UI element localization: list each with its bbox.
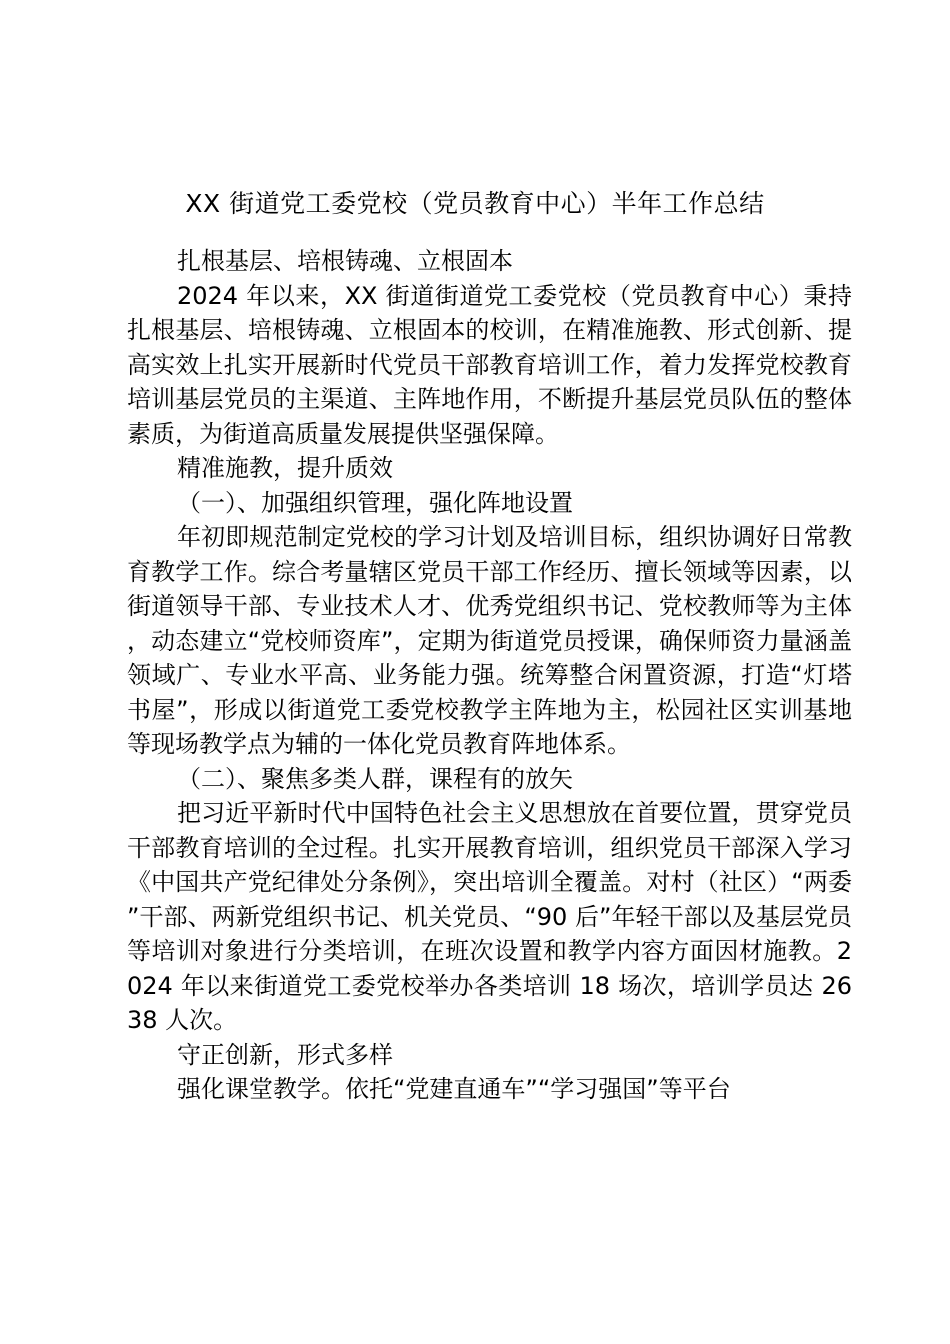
paragraph-intro: 2024 年以来，XX 街道街道党工委党校（党员教育中心）秉持扎根基层、培根铸魂、立根固本的校训，在精准施教、形式创新、提高实效上扎实开展新时代党员干部教育培训工作，着力发挥党校教育培训基层党员的主渠道、主阵地作用，不断提升基层党员队伍的整体素质，为街道高质量发展提供坚强保障。	[127, 281, 852, 448]
document-title: XX 街道党工委党校（党员教育中心）半年工作总结	[185, 189, 765, 218]
paragraph-target-groups: 把习近平新时代中国特色社会主义思想放在首要位置，贯穿党员干部教育培训的全过程。扎实开展教育培训，组织党员干部深入学习《中国共产党纪律处分条例》，突出培训全覆盖。对村（社区）“两委”干部、两新党组织书记、机关党员、“90 后”年轻干部以及基层党员等培训对象进行分类培训，在班次设置和教学内容方面因材施教。2024 年以来街道党工委党校举办各类培训 18 场次，培训学员达 2638 人次。	[127, 799, 852, 1034]
paragraph-organization: 年初即规范制定党校的学习计划及培训目标，组织协调好日常教育教学工作。综合考量辖区党员干部工作经历、擅长领域等因素，以街道领导干部、专业技术人才、优秀党组织书记、党校教师等为主体，动态建立“党校师资库”，定期为街道党员授课，确保师资力量涵盖领域广、专业水平高、业务能力强。统筹整合闲置资源，打造“灯塔书屋”，形成以街道党工委党校教学主阵地为主，松园社区实训基地等现场教学点为辅的一体化党员教育阵地体系。	[127, 523, 852, 758]
subsection-heading-organization: （一）、加强组织管理，强化阵地设置	[177, 488, 573, 517]
section-heading-precise-teaching: 精准施教，提升质效	[177, 454, 393, 482]
document-body	[127, 244, 852, 1107]
section-heading-innovation: 守正创新，形式多样	[177, 1040, 393, 1069]
subsection-heading-target-groups: （二）、聚焦多类人群，课程有的放矢	[177, 764, 573, 793]
paragraph-motto: 扎根基层、培根铸魂、立根固本	[177, 247, 513, 275]
paragraph-classroom: 强化课堂教学。依托“党建直通车”“学习强国”等平台	[177, 1075, 731, 1103]
